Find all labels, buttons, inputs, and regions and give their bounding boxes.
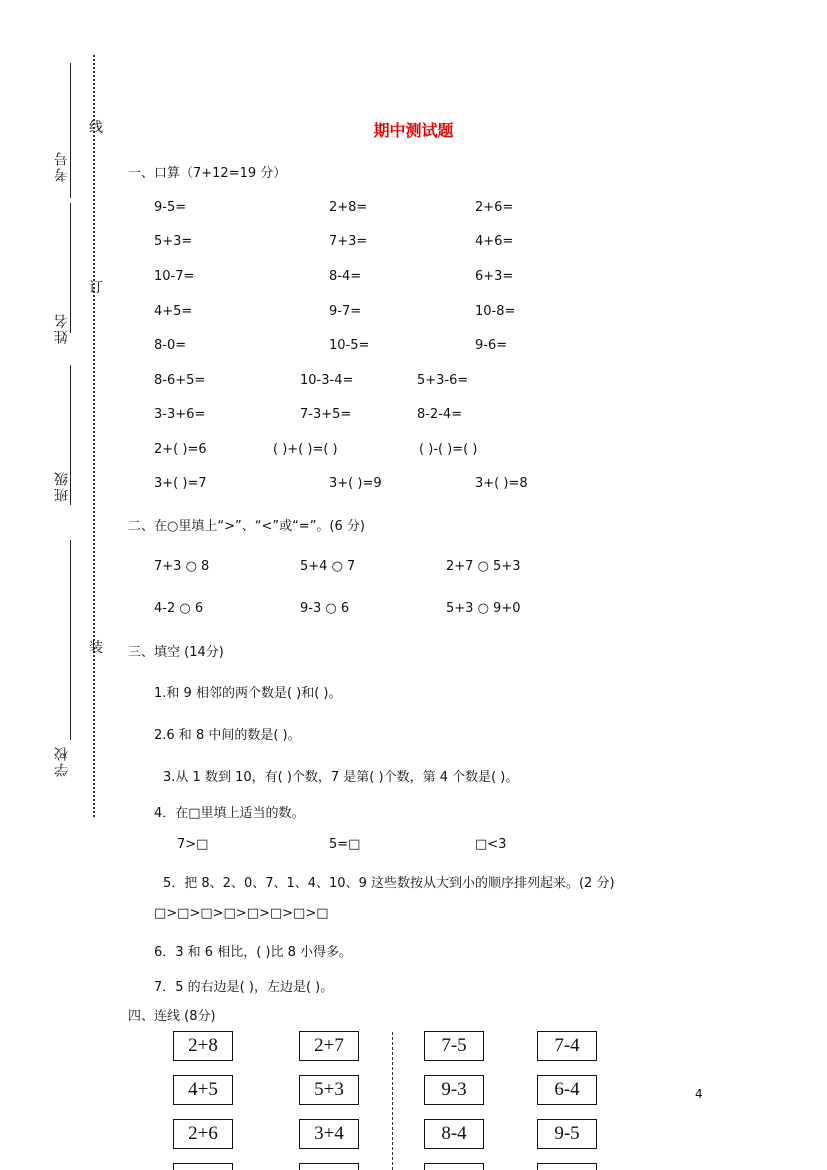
s3-question-1: 1.和 9 相邻的两个数是( )和( )。 — [154, 686, 342, 701]
s1-item: 8-2-4= — [417, 407, 463, 422]
s3-q4-item: □<3 — [475, 837, 507, 852]
match-box: 9-5 — [537, 1119, 597, 1149]
class-label: 班级 — [54, 470, 70, 502]
s1-item: 3+( )=8 — [475, 476, 528, 491]
s1-item: 9-6= — [475, 338, 508, 353]
s1-item: 3-3+6= — [154, 407, 206, 422]
section-1-heading: 一、口算（7+12=19 分） — [128, 166, 287, 181]
s1-item: 8-4= — [329, 269, 362, 284]
binding-char-zhuang: 装 — [89, 640, 103, 656]
section-3-heading: 三、填空 (14分) — [128, 645, 224, 660]
match-box-cut — [299, 1163, 359, 1170]
s1-item: 3+( )=9 — [329, 476, 382, 491]
binding-char-ding: 订 — [89, 280, 103, 296]
s1-item: 10-7= — [154, 269, 195, 284]
match-box: 9-3 — [424, 1075, 484, 1105]
name-label: 姓名 — [54, 312, 70, 344]
s1-item: 2+( )=6 — [154, 442, 207, 457]
dotted-binding-line — [93, 55, 95, 817]
s2-item: 2+7 ○ 5+3 — [446, 559, 521, 574]
s1-item: 4+6= — [475, 234, 514, 249]
match-box: 5+3 — [299, 1075, 359, 1105]
s1-item: 8-0= — [154, 338, 187, 353]
match-box: 2+6 — [173, 1119, 233, 1149]
match-box: 3+4 — [299, 1119, 359, 1149]
s2-item: 5+3 ○ 9+0 — [446, 601, 521, 616]
section-4-heading: 四、连线 (8分) — [128, 1009, 216, 1024]
match-box: 2+8 — [173, 1031, 233, 1061]
s1-item: 4+5= — [154, 304, 193, 319]
s1-item: 9-5= — [154, 200, 187, 215]
s1-item: 10-5= — [329, 338, 370, 353]
s3-question-5: 5．把 8、2、0、7、1、4、10、9 这些数按从大到小的顺序排列起来。(2 分) — [163, 876, 615, 891]
page-number: 4 — [695, 1087, 703, 1101]
s2-item: 9-3 ○ 6 — [300, 601, 350, 616]
match-box: 2+7 — [299, 1031, 359, 1061]
binding-line-4 — [70, 540, 71, 740]
s1-item: 6+3= — [475, 269, 514, 284]
s1-item: 7+3= — [329, 234, 368, 249]
s1-item: 3+( )=7 — [154, 476, 207, 491]
match-box: 6-4 — [537, 1075, 597, 1105]
s1-item: 2+6= — [475, 200, 514, 215]
match-box: 7-4 — [537, 1031, 597, 1061]
s3-question-6: 6．3 和 6 相比，( )比 8 小得多。 — [154, 945, 353, 960]
s1-item: 2+8= — [329, 200, 368, 215]
s1-item: 5+3-6= — [417, 373, 469, 388]
s1-item: ( )-( )=( ) — [419, 442, 478, 457]
match-box-cut — [537, 1163, 597, 1170]
match-box: 8-4 — [424, 1119, 484, 1149]
section-2-heading: 二、在○里填上“>”、“<”或“=”。(6 分) — [128, 519, 365, 534]
match-box-cut — [173, 1163, 233, 1170]
s2-item: 4-2 ○ 6 — [154, 601, 204, 616]
s1-item: 10-3-4= — [300, 373, 354, 388]
s1-item: 10-8= — [475, 304, 516, 319]
s1-item: 8-6+5= — [154, 373, 206, 388]
s2-item: 5+4 ○ 7 — [300, 559, 356, 574]
school-label: 学校 — [54, 745, 70, 777]
s3-q4-item: 7>□ — [177, 837, 209, 852]
exam-no-label: 考号 — [54, 150, 70, 182]
s2-item: 7+3 ○ 8 — [154, 559, 210, 574]
match-box-cut — [424, 1163, 484, 1170]
s3-question-3: 3.从 1 数到 10，有( )个数，7 是第( )个数，第 4 个数是( )。 — [163, 770, 519, 785]
s3-question-2: 2.6 和 8 中间的数是( )。 — [154, 728, 301, 743]
s1-item: ( )+( )=( ) — [273, 442, 338, 457]
s3-question-7: 7．5 的右边是( )，左边是( )。 — [154, 980, 334, 995]
match-divider-dashed-line — [392, 1032, 393, 1170]
s1-item: 5+3= — [154, 234, 193, 249]
s3-q4-item: 5=□ — [329, 837, 361, 852]
page-title: 期中测试题 — [373, 121, 454, 140]
s1-item: 7-3+5= — [300, 407, 352, 422]
s3-q5-order-line: □>□>□>□>□>□>□>□ — [154, 906, 329, 921]
match-box: 7-5 — [424, 1031, 484, 1061]
s3-question-4: 4．在□里填上适当的数。 — [154, 806, 305, 821]
match-box: 4+5 — [173, 1075, 233, 1105]
binding-char-xian: 线 — [89, 120, 103, 136]
s1-item: 9-7= — [329, 304, 362, 319]
